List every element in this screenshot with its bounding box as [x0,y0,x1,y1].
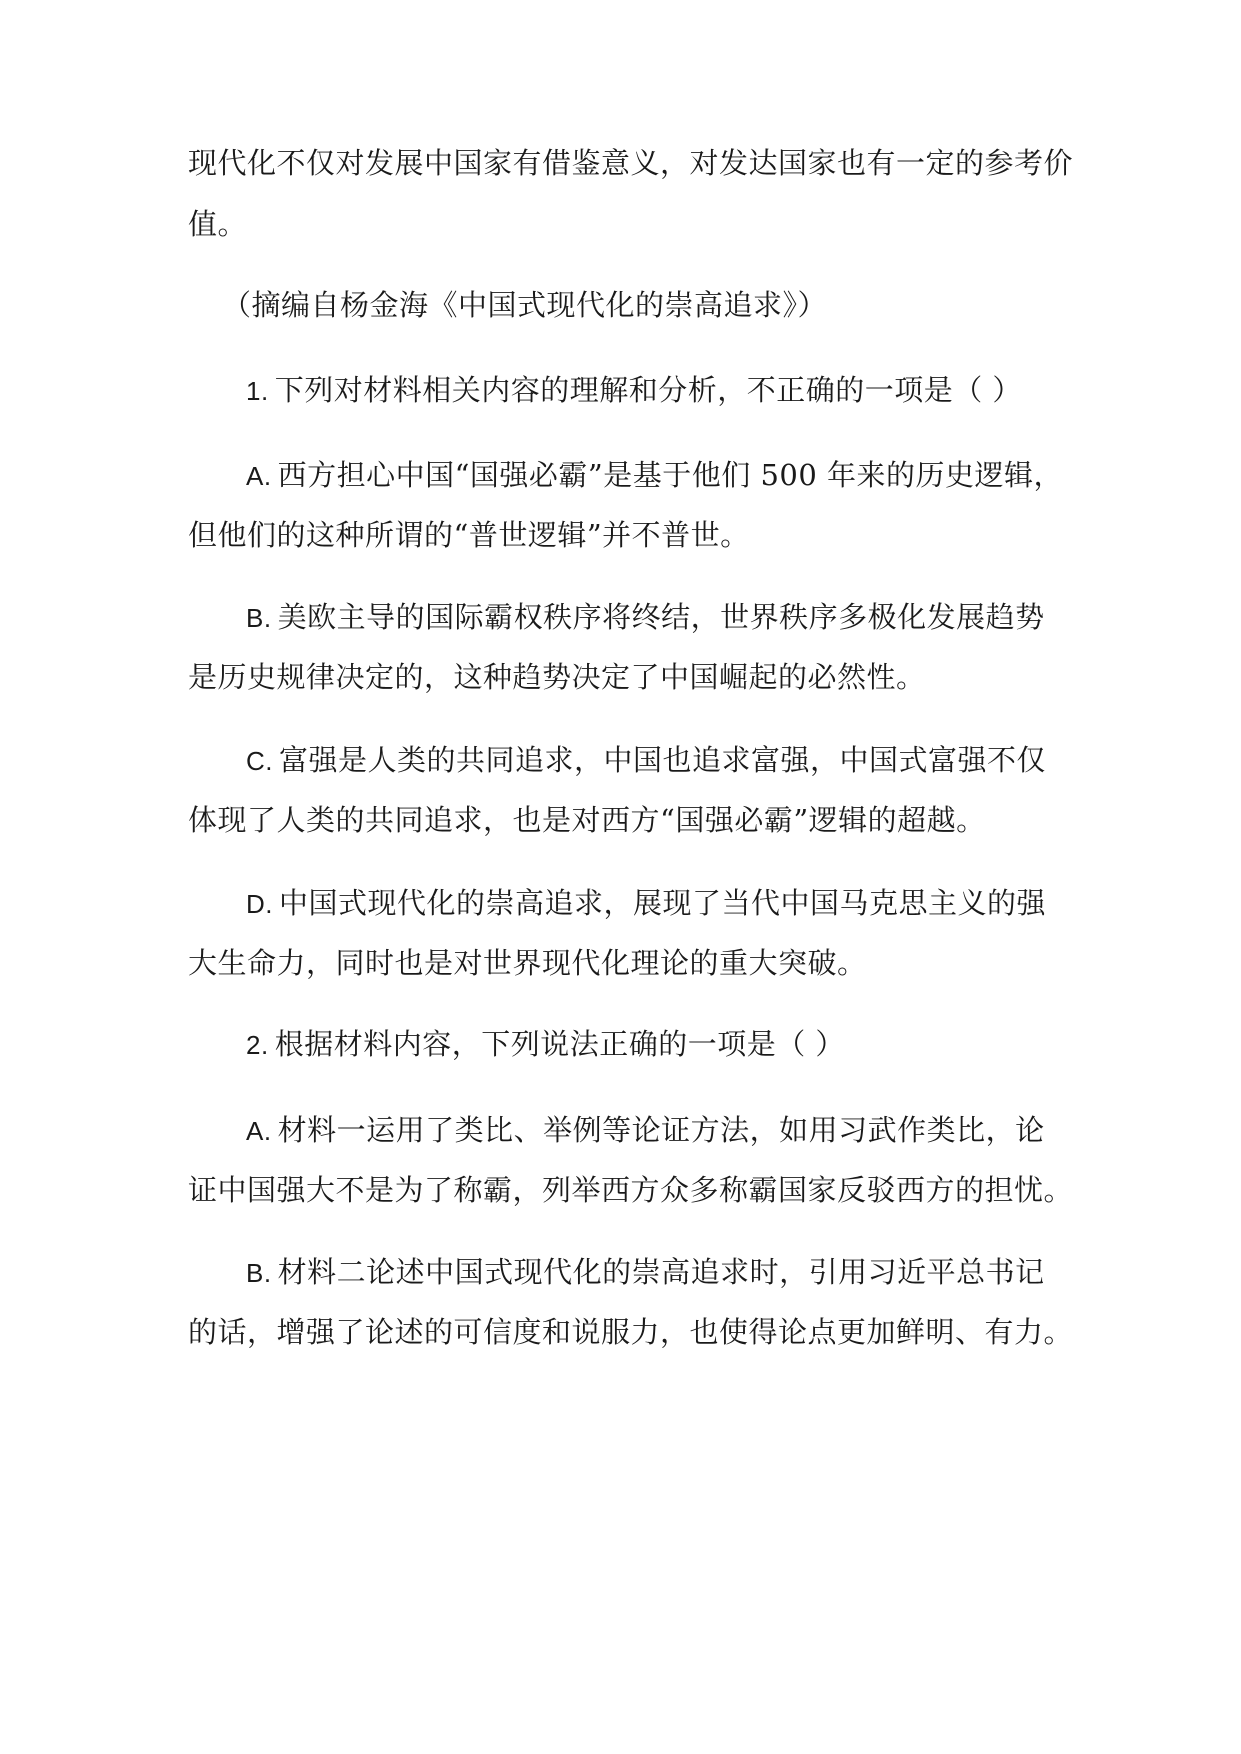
option-letter: B. [246,603,272,633]
option-letter: A. [246,1116,272,1146]
option-1d-continued: 大生命力，同时也是对世界现代化理论的重大突破。 [188,946,867,980]
option-1a [246,455,1126,496]
option-letter: B. [246,1258,272,1288]
option-text: 富强是人类的共同追求，中国也追求富强，中国式富强不仅 [279,743,1047,777]
option-text: 中国式现代化的崇高追求，展现了当代中国马克思主义的强 [279,886,1047,920]
option-letter: C. [246,746,273,776]
question-2 [246,1024,1126,1065]
option-letter: A. [246,461,272,491]
option-letter: D. [246,889,273,919]
option-1b-continued: 是历史规律决定的，这种趋势决定了中国崛起的必然性。 [188,660,926,694]
option-2a [246,1110,1126,1151]
question-number: 2. [246,1030,269,1060]
option-2b-continued: 的话，增强了论述的可信度和说服力，也使得论点更加鲜明、有力。 [188,1315,1074,1349]
option-1a-continued: 但他们的这种所谓的“普世逻辑”并不普世。 [188,518,750,552]
option-1c [246,740,1126,781]
option-1d [246,883,1126,924]
question-1 [246,370,1126,411]
source-citation: （摘编自杨金海《中国式现代化的崇高追求》） [222,288,828,322]
paragraph-line: 现代化不仅对发展中国家有借鉴意义，对发达国家也有一定的参考价 [188,146,1074,180]
option-1b [246,597,1126,638]
option-text: 材料二论述中国式现代化的崇高追求时，引用习近平总书记 [277,1255,1045,1289]
option-text: 材料一运用了类比、举例等论证方法，如用习武作类比，论 [277,1113,1045,1147]
question-text: 下列对材料相关内容的理解和分析，不正确的一项是（ ） [274,373,1022,407]
question-text: 根据材料内容，下列说法正确的一项是（ ） [274,1027,845,1061]
option-text: 美欧主导的国际霸权秩序将终结，世界秩序多极化发展趋势 [277,600,1045,634]
question-number: 1. [246,376,269,406]
option-text: 西方担心中国“国强必霸”是基于他们 500 年来的历史逻辑， [277,458,1064,492]
option-2a-continued: 证中国强大不是为了称霸，列举西方众多称霸国家反驳西方的担忧。 [188,1173,1074,1207]
option-2b [246,1252,1126,1293]
option-1c-continued: 体现了人类的共同追求，也是对西方“国强必霸”逻辑的超越。 [188,803,986,837]
paragraph-line: 值。 [188,207,248,241]
